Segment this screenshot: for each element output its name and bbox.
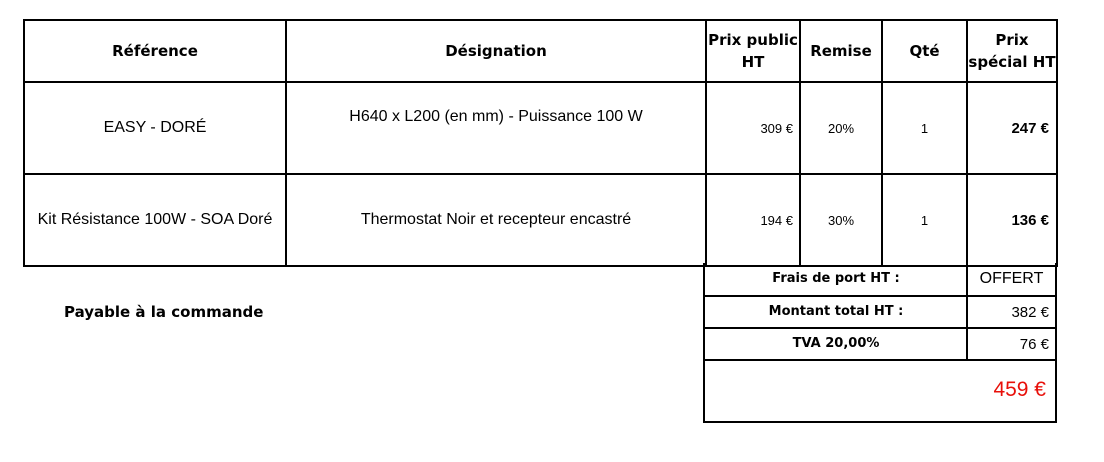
cell-prix-public: 194 €	[706, 174, 800, 266]
quote-table	[23, 19, 1058, 267]
header-prix-special-line2: spécial HT	[968, 53, 1056, 71]
cell-remise: 20%	[800, 82, 882, 174]
cell-qte: 1	[882, 82, 967, 174]
cell-designation: H640 x L200 (en mm) - Puissance 100 W	[286, 82, 706, 174]
summary-row-frais	[703, 263, 1057, 297]
payment-note: Payable à la commande	[64, 303, 264, 321]
cell-designation: Thermostat Noir et recepteur encastré	[286, 174, 706, 266]
table-row	[24, 174, 1057, 266]
frais-value: OFFERT	[979, 270, 1044, 287]
tva-label: TVA 20,00%	[792, 336, 880, 351]
header-prix-public-line1: Prix public	[708, 31, 798, 49]
header-prix-public	[706, 20, 800, 82]
summary-row-tva	[703, 329, 1057, 361]
header-remise: Remise	[800, 20, 882, 82]
cell-prix-special: 136 €	[967, 174, 1057, 266]
cell-qte: 1	[882, 174, 967, 266]
header-prix-special	[967, 20, 1057, 82]
montant-label: Montant total HT :	[768, 304, 904, 319]
cell-remise: 30%	[800, 174, 882, 266]
frais-label: Frais de port HT :	[772, 271, 900, 286]
table-header-row	[24, 20, 1057, 82]
summary-block	[703, 263, 1057, 423]
total-ttc-value: 459 €	[993, 378, 1046, 401]
tva-value: 76 €	[1019, 336, 1049, 353]
montant-value: 382 €	[1011, 304, 1049, 321]
header-qte: Qté	[882, 20, 967, 82]
header-prix-special-line1: Prix	[995, 31, 1029, 49]
header-designation: Désignation	[286, 20, 706, 82]
summary-row-montant	[703, 297, 1057, 329]
summary-row-total	[703, 361, 1057, 423]
header-prix-public-line2: HT	[741, 53, 765, 71]
cell-reference: Kit Résistance 100W - SOA Doré	[24, 174, 286, 266]
table-row	[24, 82, 1057, 174]
cell-reference: EASY - DORÉ	[24, 82, 286, 174]
cell-prix-special: 247 €	[967, 82, 1057, 174]
header-reference: Référence	[24, 20, 286, 82]
cell-prix-public: 309 €	[706, 82, 800, 174]
